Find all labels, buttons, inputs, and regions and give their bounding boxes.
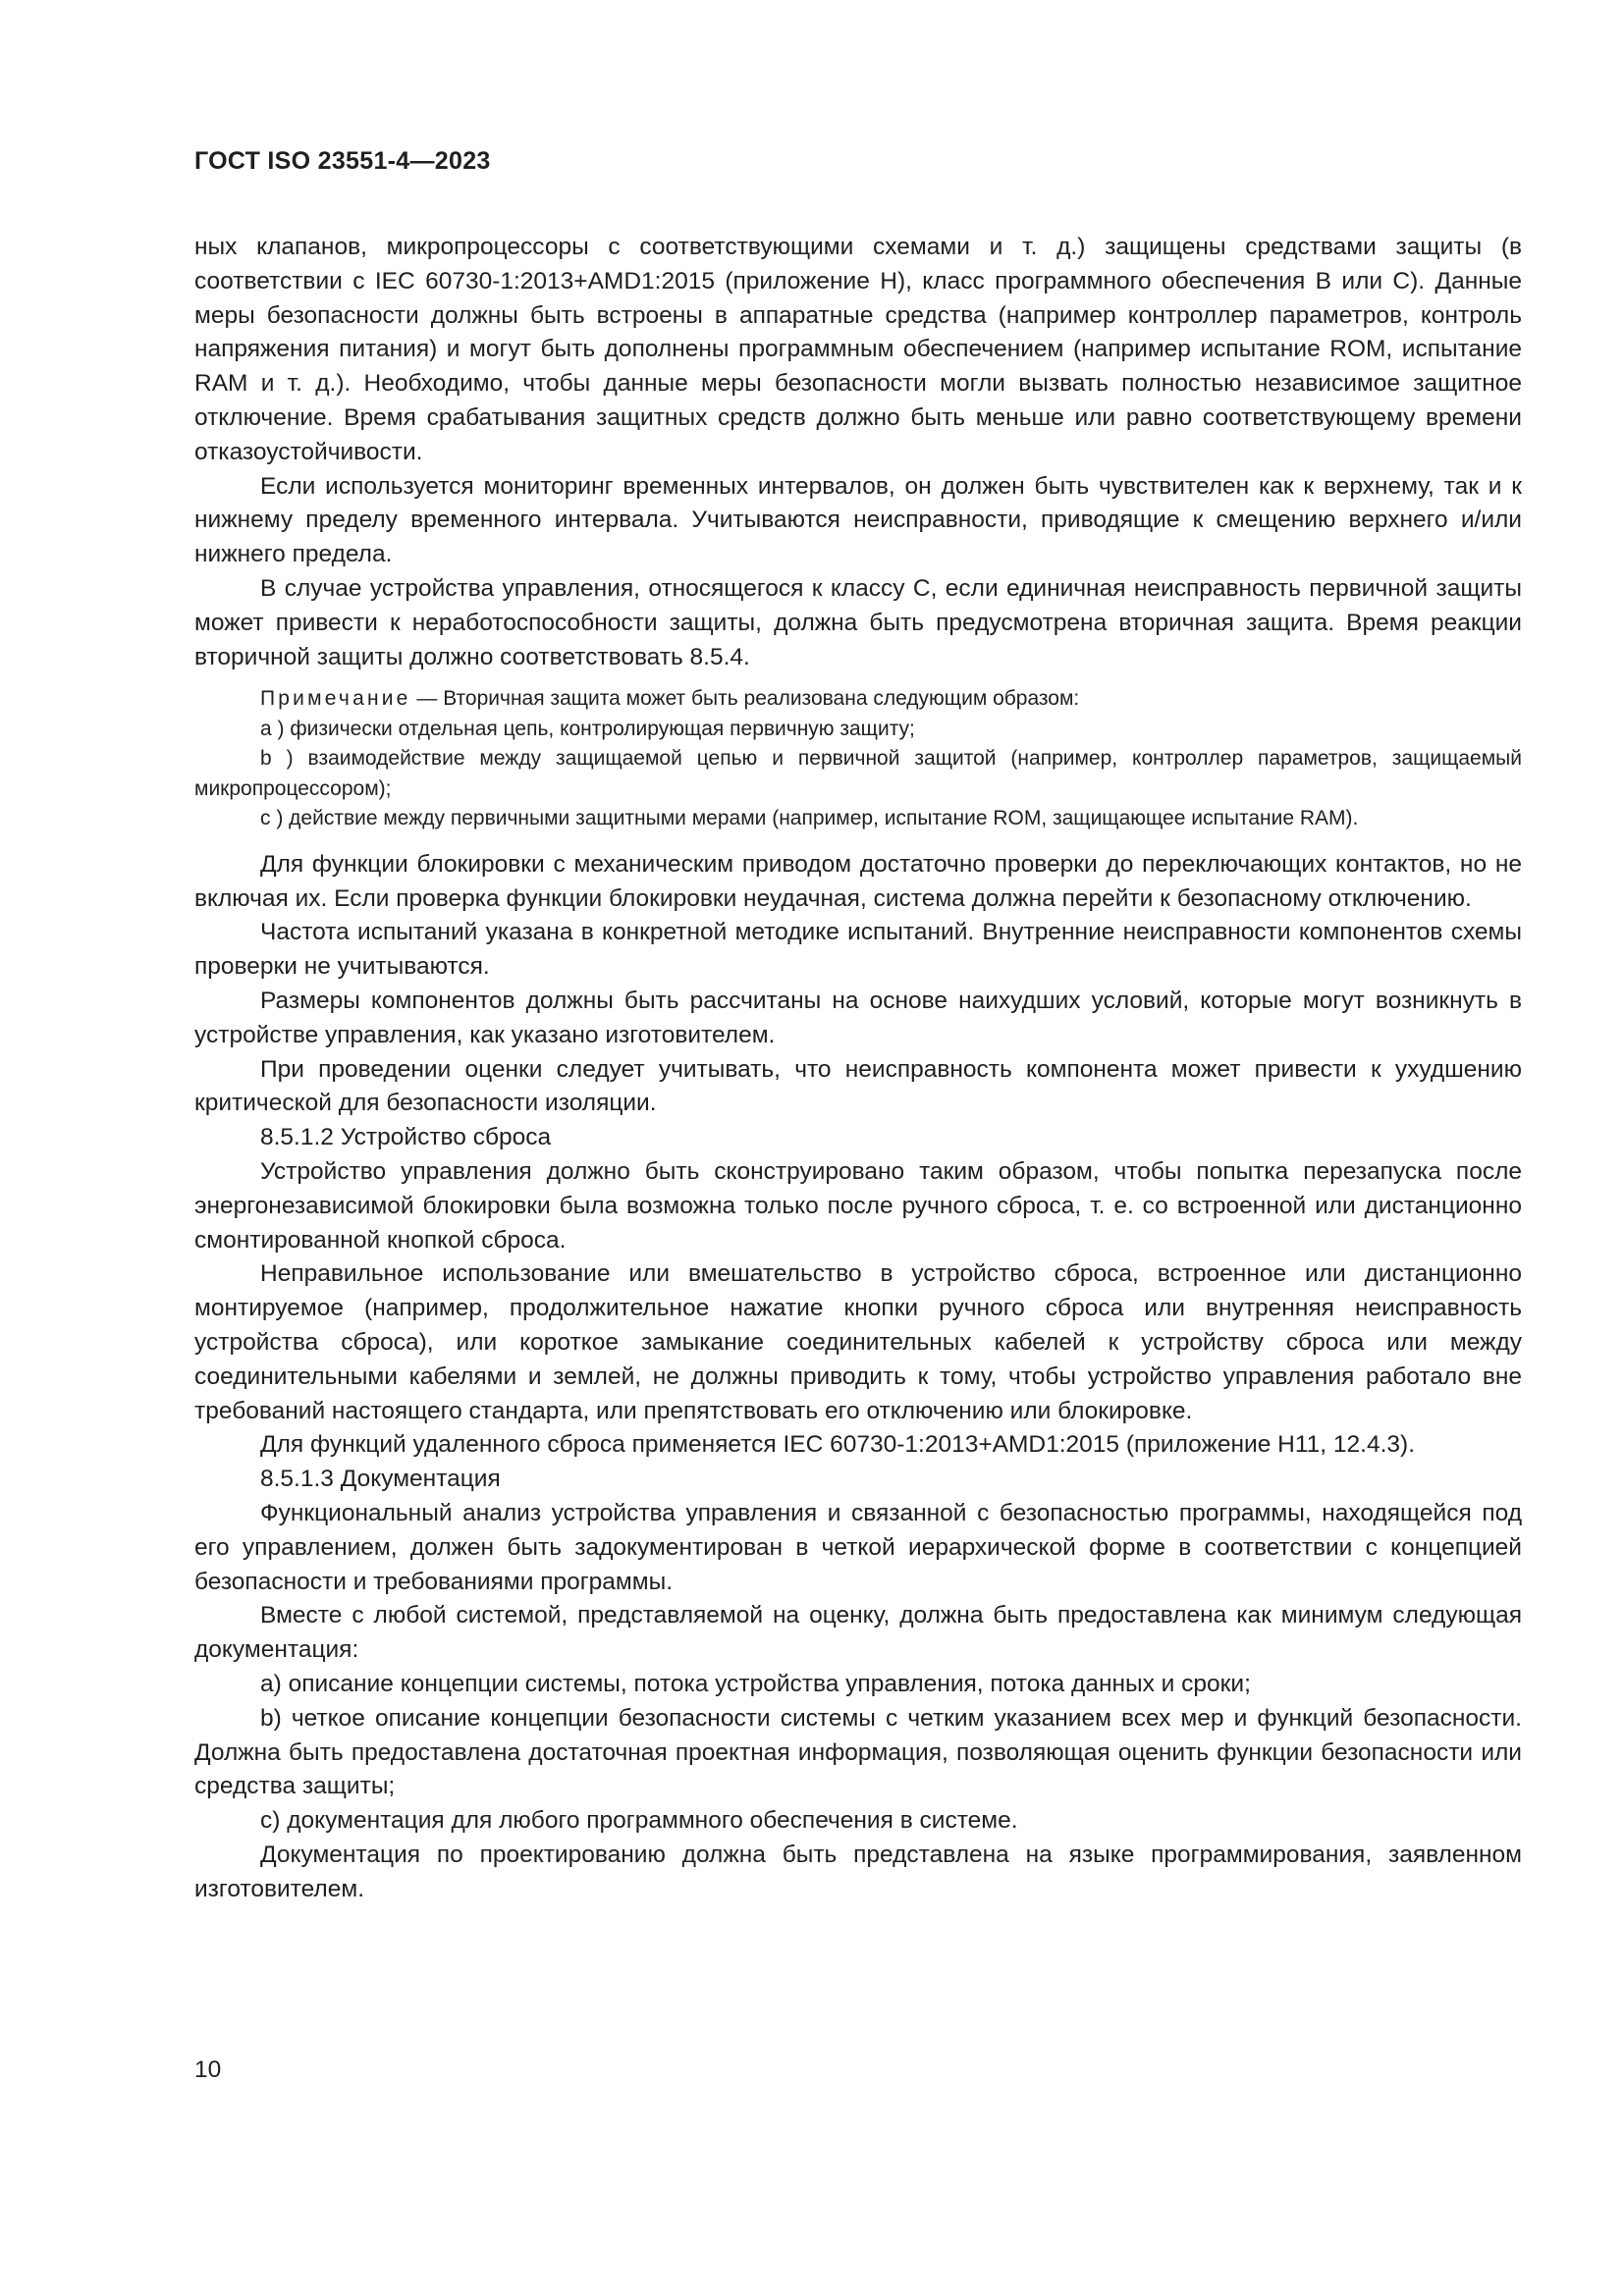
- paragraph-time-monitoring: Если используется мониторинг временных интервалов, он должен быть чувствителен как к верхнему, так и к нижнему пределу временного интервала. Учитываются неисправности, приводящие к смещению верхнего и/или нижнего предела.: [194, 472, 1522, 568]
- paragraph-design-documentation: Документация по проектированию должна быть представлена на языке программирования, заявленном изготовителем.: [194, 1841, 1522, 1902]
- document-header: ГОСТ ISO 23551-4—2023: [194, 147, 491, 175]
- paragraph-documentation-required: Вместе с любой системой, представляемой на оценку, должна быть предоставлена как минимум следующая документация:: [194, 1602, 1522, 1664]
- section-heading-8-5-1-3: 8.5.1.3 Документация: [260, 1466, 501, 1493]
- paragraph-component-sizing: Размеры компонентов должны быть рассчитаны на основе наихудших условий, которые могут возникнуть в устройстве управления, как указано изготовителем.: [194, 988, 1522, 1048]
- paragraph-reset-misuse: Неправильное использование или вмешательство в устройство сброса, встроенное или дистанционно монтируемое (например, продолжительное нажатие кнопки ручного сброса или внутренняя неисправность устройства сброса), или короткое замыкание соединительных кабелей к устройству сброса или между соединительными кабелями и землей, не должны приводить к тому, чтобы устройство управления работало вне требований настоящего стандарта, или препятствовать его отключению или блокировке.: [194, 1260, 1522, 1424]
- paragraph-secondary-protection: В случае устройства управления, относящегося к классу C, если единичная неисправность первичной защиты может привести к неработоспособности защиты, должна быть предусмотрена вторичная защита. Время реакции вторичной защиты должно соответствовать 8.5.4.: [194, 574, 1522, 670]
- paragraph-insulation: При проведении оценки следует учитывать, что неисправность компонента может привести к ухудшению критической для безопасности изоляции.: [194, 1055, 1522, 1117]
- note-intro-text: — Вторичная защита может быть реализована следующим образом:: [410, 687, 1080, 711]
- note-block: [194, 684, 1522, 834]
- note-item-b: b ) взаимодействие между защищаемой цепью и первичной защитой (например, контроллер параметров, защищаемый микропроцессором);: [194, 747, 1522, 800]
- paragraph-remote-reset: Для функций удаленного сброса применяется IEC 60730-1:2013+AMD1:2015 (приложение H11, 12.4.3).: [260, 1431, 1415, 1459]
- paragraph-test-frequency: Частота испытаний указана в конкретной методике испытаний. Внутренние неисправности компонентов схемы проверки не учитываются.: [194, 919, 1522, 981]
- paragraph-continuation: ных клапанов, микропроцессоры с соответствующими схемами и т. д.) защищены средствами защиты (в соответствии с IEC 60730-1:2013+AMD1:2015 (приложение H), класс программного обеспечения B или C). Данные меры безопасности должны быть встроены в аппаратные средства (например контроллер параметров, контроль напряжения питания) и могут быть дополнены программным обеспечением (например испытание ROM, испытание RAM и т. д.). Необходимо, чтобы данные меры безопасности могли вызвать полностью независимое защитное отключение. Время срабатывания защитных средств должно быть меньше или равно соответствующему времени отказоустойчивости.: [194, 234, 1522, 465]
- list-item-a: a) описание концепции системы, потока устройства управления, потока данных и сроки;: [260, 1670, 1251, 1697]
- list-item-c: c) документация для любого программного обеспечения в системе.: [260, 1807, 1018, 1835]
- note-item-a: a ) физически отдельная цепь, контролирующая первичную защиту;: [260, 717, 915, 740]
- section-heading-8-5-1-2: 8.5.1.2 Устройство сброса: [260, 1124, 552, 1151]
- note-title: Примечание: [260, 687, 411, 711]
- paragraph-lockout-check: Для функции блокировки с механическим приводом достаточно проверки до переключающих контактов, но не включая их. Если проверка функции блокировки неудачная, система должна перейти к безопасному отключению.: [194, 850, 1522, 912]
- paragraph-functional-analysis: Функциональный анализ устройства управления и связанной с безопасностью программы, находящейся под его управлением, должен быть задокументирован в четкой иерархической форме в соответствии с концепцией безопасности и требованиями программы.: [194, 1500, 1522, 1595]
- document-body: [194, 231, 1522, 1907]
- page-number: 10: [194, 2056, 222, 2083]
- note-intro: [194, 684, 1522, 715]
- note-item-c: c ) действие между первичными защитными мерами (например, испытание ROM, защищающее испытание RAM).: [260, 807, 1359, 830]
- paragraph-reset-design: Устройство управления должно быть сконструировано таким образом, чтобы попытка перезапуска после энергонезависимой блокировки была возможна только после ручного сброса, т. е. со встроенной или дистанционно смонтированной кнопкой сброса.: [194, 1158, 1522, 1254]
- document-page: [194, 147, 1522, 1907]
- list-item-b: b) четкое описание концепции безопасности системы с четким указанием всех мер и функций безопасности. Должна быть предоставлена достаточная проектная информация, позволяющая оценить функции безопасности или средства защиты;: [194, 1704, 1522, 1800]
